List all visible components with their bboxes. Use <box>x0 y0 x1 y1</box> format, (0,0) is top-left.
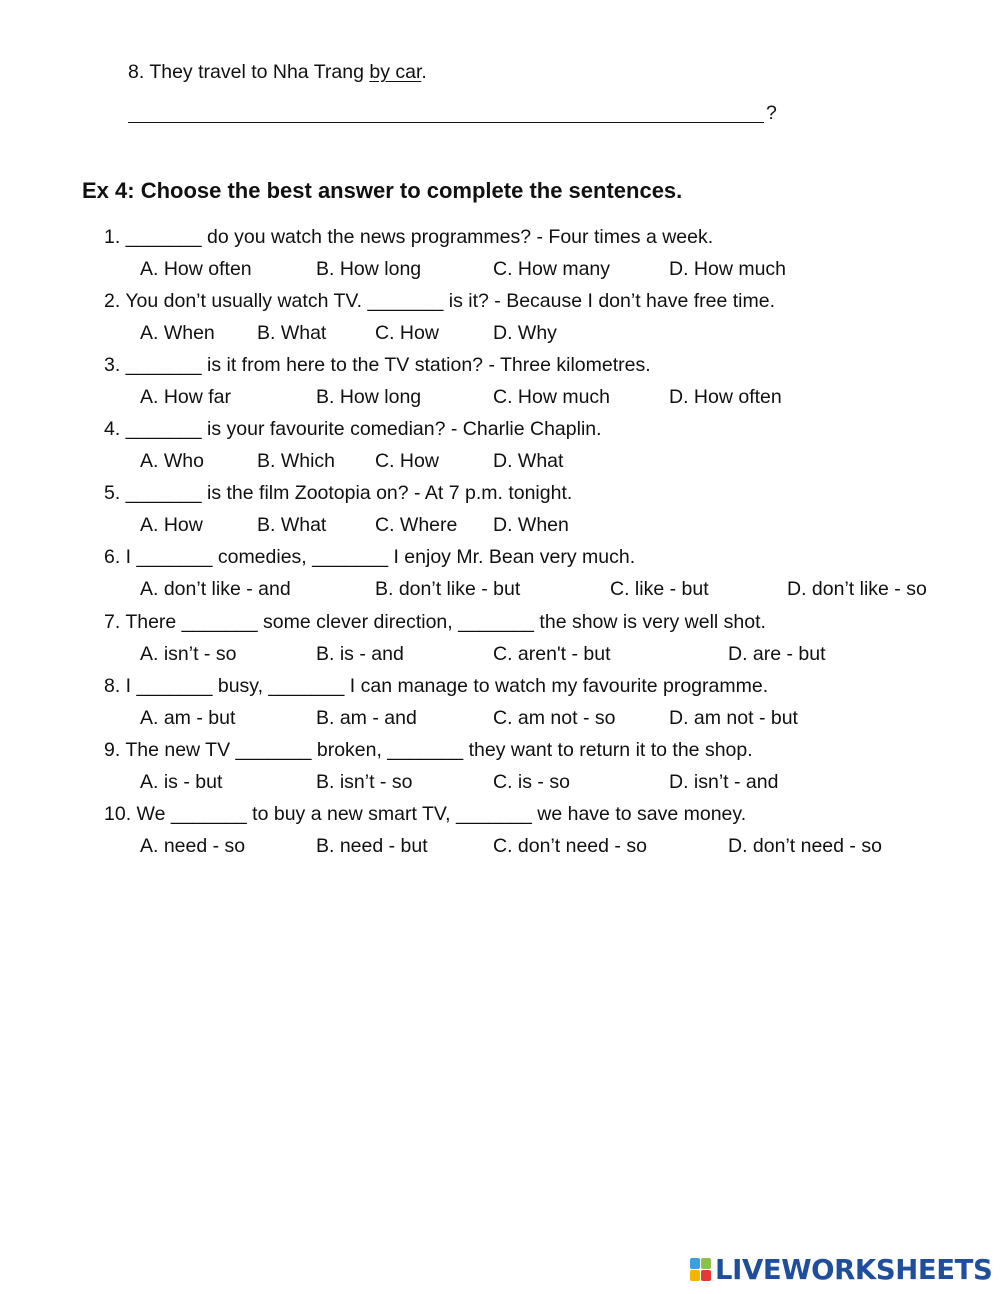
question-4-option-b[interactable]: B. Which <box>257 450 336 472</box>
question-8-option-a[interactable]: A. am - but <box>140 707 236 729</box>
question-10: 10. We _______ to buy a new smart TV, _______ we have to save money. <box>104 803 747 825</box>
question-4-option-c[interactable]: C. How <box>375 450 439 472</box>
prev-question-8 <box>128 61 427 84</box>
answer-blank-line[interactable] <box>128 106 764 123</box>
question-3-option-a[interactable]: A. How far <box>140 386 232 408</box>
liveworksheets-logo <box>690 1252 992 1288</box>
question-5-option-c[interactable]: C. Where <box>375 514 458 536</box>
question-3-option-d[interactable]: D. How often <box>669 386 782 408</box>
question-1-option-d[interactable]: D. How much <box>669 258 787 280</box>
question-6-option-b[interactable]: B. don’t like - but <box>375 578 521 600</box>
question-5-option-d[interactable]: D. When <box>493 514 569 536</box>
question-1: 1. _______ do you watch the news programmes? - Four times a week. <box>104 226 714 248</box>
question-2: 2. You don’t usually watch TV. _______ is it? - Because I don’t have free time. <box>104 290 776 312</box>
question-8: 8. I _______ busy, _______ I can manage to watch my favourite programme. <box>104 675 769 697</box>
question-5-option-a[interactable]: A. How <box>140 514 203 536</box>
question-6-option-a[interactable]: A. don’t like - and <box>140 578 291 600</box>
question-10-option-d[interactable]: D. don’t need - so <box>728 835 882 857</box>
question-8-option-c[interactable]: C. am not - so <box>493 707 616 729</box>
prev-question-underlined: by car <box>369 61 422 83</box>
question-4-option-d[interactable]: D. What <box>493 450 564 472</box>
question-8-option-d[interactable]: D. am not - but <box>669 707 798 729</box>
question-6: 6. I _______ comedies, _______ I enjoy Mr. Bean very much. <box>104 546 636 568</box>
question-3: 3. _______ is it from here to the TV station? - Three kilometres. <box>104 354 651 376</box>
question-7: 7. There _______ some clever direction, _______ the show is very well shot. <box>104 611 766 633</box>
question-3-option-b[interactable]: B. How long <box>316 386 422 408</box>
question-7-option-c[interactable]: C. aren't - but <box>493 643 611 665</box>
question-10-option-b[interactable]: B. need - but <box>316 835 428 857</box>
question-3-option-c[interactable]: C. How much <box>493 386 611 408</box>
prev-question-end: . <box>421 61 427 83</box>
question-2-option-c[interactable]: C. How <box>375 322 439 344</box>
question-9-option-b[interactable]: B. isn’t - so <box>316 771 413 793</box>
question-8-option-b[interactable]: B. am - and <box>316 707 417 729</box>
question-2-option-b[interactable]: B. What <box>257 322 327 344</box>
question-1-option-a[interactable]: A. How often <box>140 258 252 280</box>
answer-line-question-mark: ? <box>766 102 777 124</box>
question-10-option-c[interactable]: C. don’t need - so <box>493 835 647 857</box>
question-6-option-c[interactable]: C. like - but <box>610 578 709 600</box>
question-4-option-a[interactable]: A. Who <box>140 450 204 472</box>
exercise-title: Ex 4: Choose the best answer to complete the sentences. <box>82 178 683 203</box>
question-1-option-c[interactable]: C. How many <box>493 258 611 280</box>
question-9-option-a[interactable]: A. is - but <box>140 771 223 793</box>
question-9: 9. The new TV _______ broken, _______ they want to return it to the shop. <box>104 739 753 761</box>
logo-text: LIVEWORKSHEETS <box>715 1254 993 1286</box>
prev-question-text: 8. They travel to Nha Trang <box>128 61 370 83</box>
question-2-option-d[interactable]: D. Why <box>493 322 557 344</box>
question-10-option-a[interactable]: A. need - so <box>140 835 246 857</box>
question-9-option-d[interactable]: D. isn’t - and <box>669 771 779 793</box>
question-5-option-b[interactable]: B. What <box>257 514 327 536</box>
question-2-option-a[interactable]: A. When <box>140 322 215 344</box>
question-7-option-d[interactable]: D. are - but <box>728 643 826 665</box>
question-7-option-b[interactable]: B. is - and <box>316 643 404 665</box>
question-7-option-a[interactable]: A. isn’t - so <box>140 643 237 665</box>
question-9-option-c[interactable]: C. is - so <box>493 771 570 793</box>
question-5: 5. _______ is the film Zootopia on? - At 7 p.m. tonight. <box>104 482 573 504</box>
logo-mark-icon <box>690 1258 712 1282</box>
question-1-option-b[interactable]: B. How long <box>316 258 422 280</box>
question-6-option-d[interactable]: D. don’t like - so <box>787 578 927 600</box>
question-4: 4. _______ is your favourite comedian? - Charlie Chaplin. <box>104 418 602 440</box>
